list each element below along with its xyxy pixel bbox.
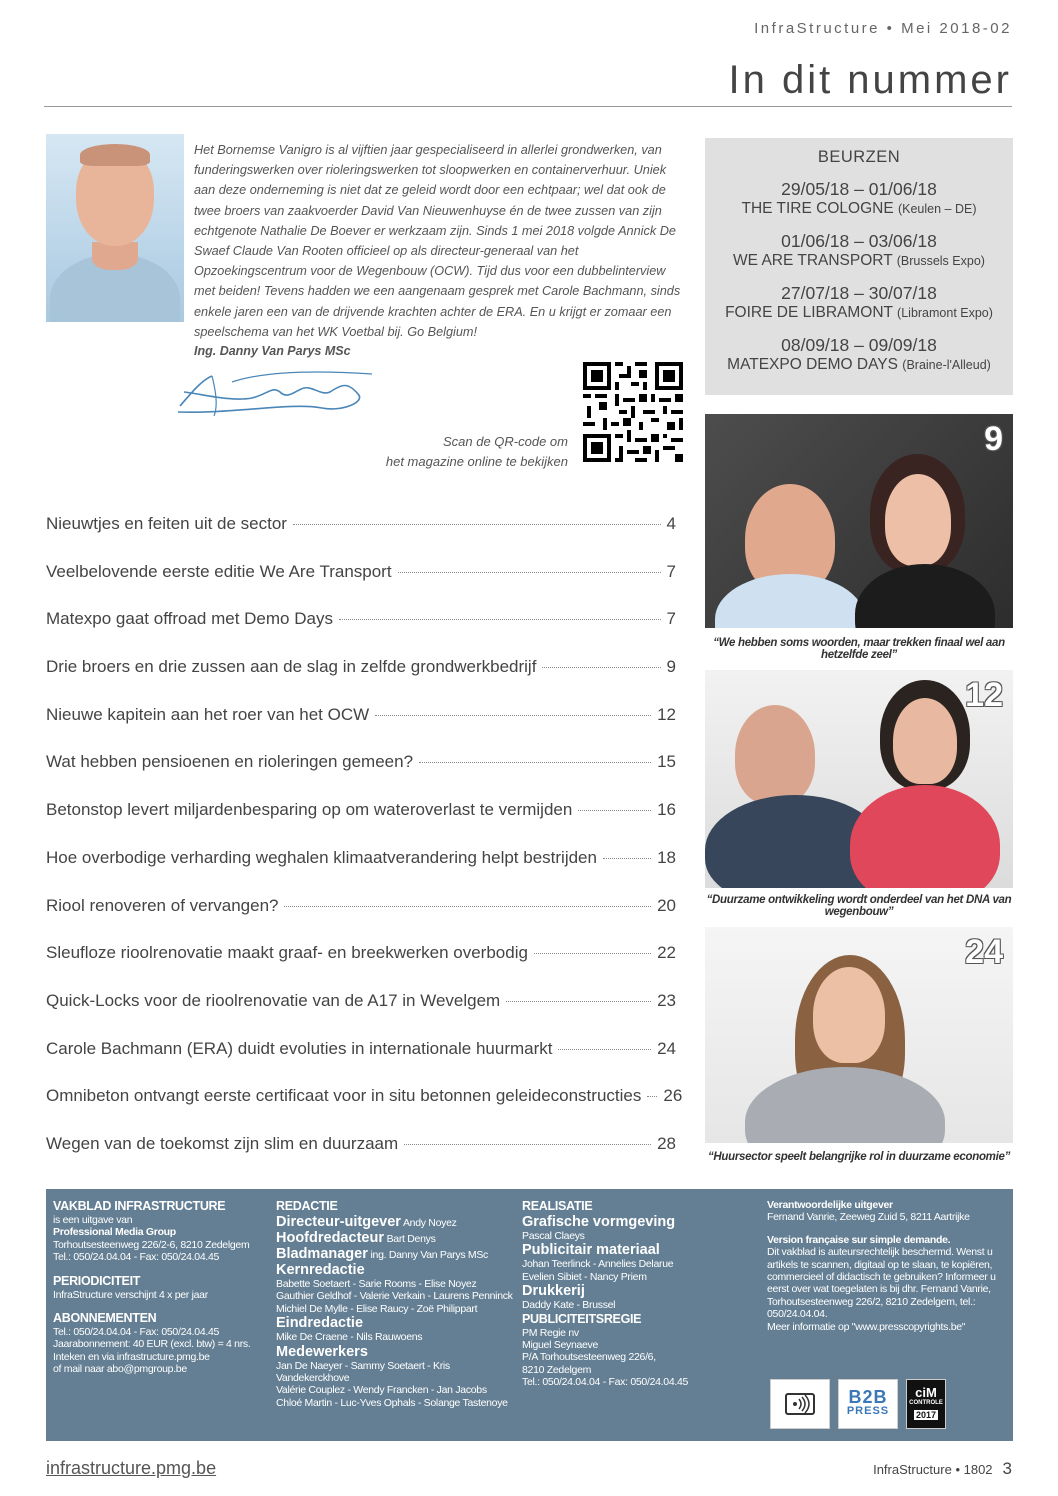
spacer [53, 1264, 268, 1274]
portrait-neck-shape [92, 242, 138, 270]
trade-fair-dates: 08/09/18 – 09/09/18 [781, 335, 937, 355]
toc-entry[interactable] [46, 705, 676, 753]
colophon-heading: PERIODICITEIT [53, 1273, 141, 1288]
colophon-box [46, 1189, 1013, 1441]
toc-entry[interactable] [46, 943, 676, 991]
colophon-column-legal [767, 1199, 1007, 1333]
toc-entry-page: 28 [657, 1133, 676, 1153]
toc-entry[interactable] [46, 514, 676, 562]
colophon-line: Torhoutsesteenweg 226/2-6, 8210 Zedelgem [53, 1238, 250, 1251]
colophon-line: Daddy Kate - Brussel [522, 1299, 616, 1312]
qr-caption-line: het magazine online te bekijken [385, 454, 568, 469]
cim-logo-text: CONTROLE [909, 1400, 943, 1406]
toc-entry-page: 18 [657, 847, 676, 867]
cim-logo [906, 1379, 946, 1429]
footer-issue-info [873, 1459, 1012, 1479]
colophon-line: Inteken en via infrastructure.pmg.be [53, 1350, 210, 1363]
toc-entry[interactable] [46, 1086, 683, 1134]
qr-caption [330, 432, 568, 472]
colophon-line: Fernand Vanrie, Zeeweg Zuid 5, 8211 Aartrijke [767, 1211, 970, 1224]
toc-entry-title: Sleufloze rioolrenovatie maakt graaf- en breekwerken overbodig [46, 943, 528, 963]
b2b-press-logo [838, 1379, 898, 1429]
toc-entry[interactable] [46, 657, 676, 705]
person-shape [850, 785, 1000, 888]
photo-caption: “Duurzame ontwikkeling wordt onderdeel van het DNA van wegenbouw” [706, 894, 1012, 918]
colophon-role: Drukkerij [522, 1283, 585, 1300]
toc-entry-title: Veelbelovende eerste editie We Are Transport [46, 561, 392, 581]
toc-entry-page: 7 [666, 609, 676, 629]
toc-leader-dots [339, 619, 661, 620]
article-photo-page-12[interactable] [705, 670, 1013, 888]
trade-fairs-title: BEURZEN [817, 148, 901, 166]
toc-entry-title: Nieuwtjes en feiten uit de sector [46, 514, 287, 533]
trade-fair-dates: 29/05/18 – 01/06/18 [781, 179, 937, 199]
colophon-line: Miguel Seynaeve [522, 1339, 599, 1352]
photo-page-number: 24 [965, 933, 1003, 971]
toc-entry-page: 9 [666, 657, 676, 677]
trade-fair-location: (Braine-l'Alleud) [902, 358, 991, 372]
cim-logo-year: 2017 [915, 1410, 937, 1420]
trade-fair-item [705, 179, 1013, 219]
toc-entry-title: Quick-Locks voor de rioolrenovatie van de A17 in Wevelgem [46, 990, 501, 1010]
colophon-line: 8210 Zedelgem [522, 1363, 592, 1376]
colophon-line: Johan Teerlinck - Annelies Delarue [522, 1258, 674, 1271]
trade-fair-dates: 01/06/18 – 03/06/18 [781, 231, 937, 251]
toc-entry-title: Drie broers en drie zussen aan de slag in zelfde grondwerkbedrijf [46, 657, 537, 677]
trade-fair-name-text: WE ARE TRANSPORT [733, 252, 893, 269]
colophon-line: Gauthier Geldhof - Valerie Verkain - Laurens Penninck [276, 1290, 513, 1303]
b2b-press-logo-mark: B2B [848, 1387, 888, 1407]
colophon-line: Chloé Martin - Luc-Yves Ophals - Solange Tastenoye [276, 1396, 508, 1409]
toc-leader-dots [284, 906, 651, 907]
trade-fair-item [705, 283, 1013, 323]
page-number: 3 [1002, 1459, 1012, 1478]
colophon-line: Andy Noyez [402, 1217, 457, 1229]
footer-issue: InfraStructure • 1802 [873, 1462, 993, 1477]
toc-entry[interactable] [46, 609, 676, 657]
publication-header: InfraStructure • Mei 2018-02 [754, 20, 1012, 37]
person-shape [855, 564, 995, 628]
toc-entry-page: 24 [657, 1038, 676, 1058]
toc-leader-dots [293, 524, 661, 525]
toc-leader-dots [398, 572, 661, 573]
colophon-heading: Verantwoordelijke uitgever [767, 1199, 893, 1211]
title-divider [44, 106, 1012, 107]
sound-waves-icon [784, 1388, 816, 1420]
portrait-hair-shape [80, 144, 150, 166]
colophon-column-publisher [53, 1199, 268, 1376]
toc-leader-dots [603, 858, 651, 859]
toc-entry-title: Wat hebben pensioenen en rioleringen gemeen? [46, 752, 414, 772]
toc-leader-dots [558, 1049, 651, 1050]
colophon-line: P/A Torhoutsesteenweg 226/6, [522, 1351, 656, 1364]
toc-leader-dots [375, 715, 651, 716]
trade-fair-name-text: FOIRE DE LIBRAMONT [725, 304, 893, 321]
colophon-line: Evelien Sibiet - Nancy Priem [522, 1270, 647, 1283]
toc-entry-page: 22 [657, 943, 676, 963]
trade-fair-name-text: MATEXPO DEMO DAYS [727, 356, 898, 373]
toc-entry-title: Carole Bachmann (ERA) duidt evoluties in internationale huurmarkt [46, 1038, 553, 1058]
colophon-line: InfraStructure verschijnt 4 x per jaar [53, 1288, 208, 1301]
photo-page-number: 9 [984, 420, 1003, 458]
person-shape [813, 967, 885, 1063]
colophon-role: Medewerkers [276, 1343, 368, 1360]
colophon-heading: PUBLICITEITSREGIE [522, 1311, 642, 1326]
toc-entry-title: Matexpo gaat offroad met Demo Days [46, 609, 333, 629]
toc-entry[interactable] [46, 896, 676, 944]
colophon-role: Hoofdredacteur [276, 1230, 384, 1246]
colophon-line: Mike De Craene - Nils Rauwoens [276, 1331, 423, 1344]
trade-fair-location: (Libramont Expo) [897, 306, 993, 320]
cim-logo-mark: ciM [915, 1385, 937, 1400]
page-title: In dit nummer [728, 58, 1012, 102]
toc-leader-dots [578, 810, 651, 811]
colophon-heading: REALISATIE [522, 1199, 593, 1213]
toc-entry-page: 23 [657, 990, 676, 1010]
trade-fair-name-text: THE TIRE COLOGNE [741, 200, 894, 217]
toc-leader-dots [506, 1001, 651, 1002]
toc-leader-dots [419, 762, 651, 763]
trade-fair-name [705, 199, 1013, 219]
toc-leader-dots [534, 953, 651, 954]
colophon-column-production [522, 1199, 752, 1389]
person-shape [715, 574, 865, 628]
audio-logo-icon [770, 1379, 830, 1429]
colophon-line: Jaarabonnement: 40 EUR (excl. btw) = 4 nrs. [53, 1338, 251, 1351]
author-name: Ing. Danny Van Parys MSc [194, 344, 351, 358]
toc-entry-page: 15 [657, 752, 676, 772]
spacer [767, 1224, 1007, 1234]
colophon-line: Valérie Couplez - Wendy Francken - Jan Jacobs [276, 1384, 487, 1397]
colophon-line: Pascal Claeys [522, 1230, 585, 1242]
photo-caption: “Huursector speelt belangrijke rol in duurzame economie” [707, 1151, 1011, 1163]
person-shape [885, 474, 951, 566]
article-photo-page-24[interactable] [705, 927, 1013, 1143]
toc-entry[interactable] [46, 848, 676, 896]
colophon-line: Tel.: 050/24.04.04 - Fax: 050/24.04.45 [53, 1326, 220, 1339]
colophon-role: Publicitair materiaal [522, 1242, 660, 1259]
toc-entry[interactable] [46, 752, 676, 800]
toc-entry-title: Nieuwe kapitein aan het roer van het OCW [46, 704, 370, 724]
person-shape [745, 1067, 945, 1143]
colophon-role: Eindredactie [276, 1315, 364, 1332]
colophon-column-editorial [276, 1199, 514, 1409]
toc-leader-dots [404, 1144, 651, 1145]
colophon-line: Michiel De Mylle - Elise Raucy - Zoë Philippart [276, 1302, 478, 1315]
trade-fair-name [705, 251, 1013, 271]
toc-entry-title: Omnibeton ontvangt eerste certificaat voor in situ betonnen geleideconstructies [46, 1086, 642, 1106]
toc-entry[interactable] [46, 991, 676, 1039]
trade-fair-location: (Keulen – DE) [897, 202, 977, 216]
signature-image [172, 362, 382, 424]
colophon-line: Tel.: 050/24.04.04 - Fax: 050/24.04.45 [53, 1251, 220, 1264]
toc-entry[interactable] [46, 562, 676, 610]
person-shape [893, 698, 957, 784]
colophon-role: Grafische vormgeving [522, 1214, 676, 1230]
person-shape [735, 705, 815, 805]
editor-portrait [46, 134, 184, 322]
website-link[interactable]: infrastructure.pmg.be [46, 1458, 217, 1478]
colophon-line: Meer informatie op "www.presscopyrights.be" [767, 1320, 966, 1333]
toc-entry-title: Wegen van de toekomst zijn slim en duurzaam [46, 1133, 399, 1153]
colophon-role: Bladmanager [276, 1246, 368, 1262]
toc-entry[interactable] [46, 800, 676, 848]
toc-entry-title: Hoe overbodige verharding weghalen klimaatverandering helpt bestrijden [46, 847, 597, 867]
qr-code-image[interactable] [583, 362, 683, 462]
colophon-heading: VAKBLAD INFRASTRUCTURE [53, 1199, 226, 1213]
colophon-line: PM Regie nv [522, 1326, 579, 1339]
colophon-line: Professional Media Group [53, 1226, 176, 1239]
toc-entry-page: 12 [657, 704, 676, 724]
colophon-heading: REDACTIE [276, 1199, 338, 1213]
colophon-role: Kernredactie [276, 1262, 365, 1278]
colophon-line: of mail naar abo@pmgroup.be [53, 1363, 187, 1376]
trade-fair-item [705, 231, 1013, 271]
colophon-line: Bart Denys [386, 1233, 436, 1245]
toc-entry-page: 4 [666, 514, 676, 533]
trade-fairs-box [705, 138, 1013, 395]
colophon-line: Tel.: 050/24.04.04 - Fax: 050/24.04.45 [522, 1376, 689, 1389]
toc-entry-page: 20 [657, 895, 676, 915]
toc-leader-dots [647, 1096, 657, 1097]
photo-page-number: 12 [965, 676, 1003, 714]
colophon-line: is een uitgave van [53, 1214, 133, 1226]
colophon-line: Dit vakblad is auteursrechtelijk beschermd. Wenst u artikels te scannen, digitaal op te slaan, te kopiëren, commercieel of didactisch te gebruiken? Informeer u eerst over wat toegelaten is bij dhr. Fernand Vanrie, Torhoutsesteenweg 226/2, 8210 Zedelgem, tel.: 050/24.04.04. [767, 1246, 996, 1321]
toc-entry-title: Betonstop levert miljardenbesparing op om wateroverlast te vermijden [46, 800, 573, 820]
toc-entry[interactable] [46, 1134, 676, 1182]
colophon-line: Babette Soetaert - Sarie Rooms - Elise Noyez [276, 1278, 477, 1290]
qr-caption-line: Scan de QR-code om [442, 434, 568, 449]
toc-leader-dots [542, 667, 660, 668]
colophon-line: ing. Danny Van Parys MSc [370, 1249, 488, 1261]
toc-entry-page: 26 [663, 1086, 683, 1106]
table-of-contents [46, 514, 683, 1182]
toc-entry-title: Riool renoveren of vervangen? [46, 895, 279, 915]
toc-entry-page: 16 [657, 800, 676, 820]
trade-fair-location: (Brussels Expo) [896, 254, 985, 268]
photo-caption: “We hebben soms woorden, maar trekken finaal wel aan hetzelfde zeel” [713, 637, 1005, 661]
toc-entry[interactable] [46, 1039, 676, 1087]
colophon-line: Jan De Naeyer - Sammy Soetaert - Kris Vandekerckhove [276, 1359, 450, 1385]
colophon-heading: ABONNEMENTEN [53, 1311, 157, 1326]
spacer [53, 1301, 268, 1311]
toc-entry-page: 7 [666, 561, 676, 581]
trade-fair-name [705, 303, 1013, 323]
b2b-press-logo-text: PRESS [846, 1405, 890, 1417]
article-photo-page-9[interactable] [705, 414, 1013, 628]
trade-fair-dates: 27/07/18 – 30/07/18 [781, 283, 937, 303]
certification-logos [770, 1379, 946, 1429]
trade-fair-name [705, 355, 1013, 375]
trade-fair-item [705, 335, 1013, 375]
colophon-heading: Version française sur simple demande. [767, 1233, 951, 1246]
intro-text: Het Bornemse Vanigro is al vijftien jaar gespecialiseerd in allerlei grondwerken, van funderingswerken over rioleringswerken tot sloopwerken en containerverhuur. Uniek aan deze onderneming is niet dat ze geleid wordt door een echtpaar; wel dat ook de twee broers van zaakvoerder David Van Nieuwenhuyse én de twee zussen van zijn echtgenote Nathalie De Boever er werkzaam zijn. Sinds 1 mei 2018 volgde Annick De Swaef Claude Van Rooten officieel op als directeur-generaal van het Opzoekingscentrum voor de Wegenbouw (OCW). Tijd dus voor een dubbelinterview met beiden! Tevens hadden we een aangenaam gesprek met Carole Bachmann, sinds enkele jaren een van de drijvende krachten achter de ERA. En u krijgt er zomaar een speelschema van het WK Voetbal bij. Go Belgium! [194, 143, 681, 339]
colophon-role: Directeur-uitgever [276, 1214, 401, 1230]
